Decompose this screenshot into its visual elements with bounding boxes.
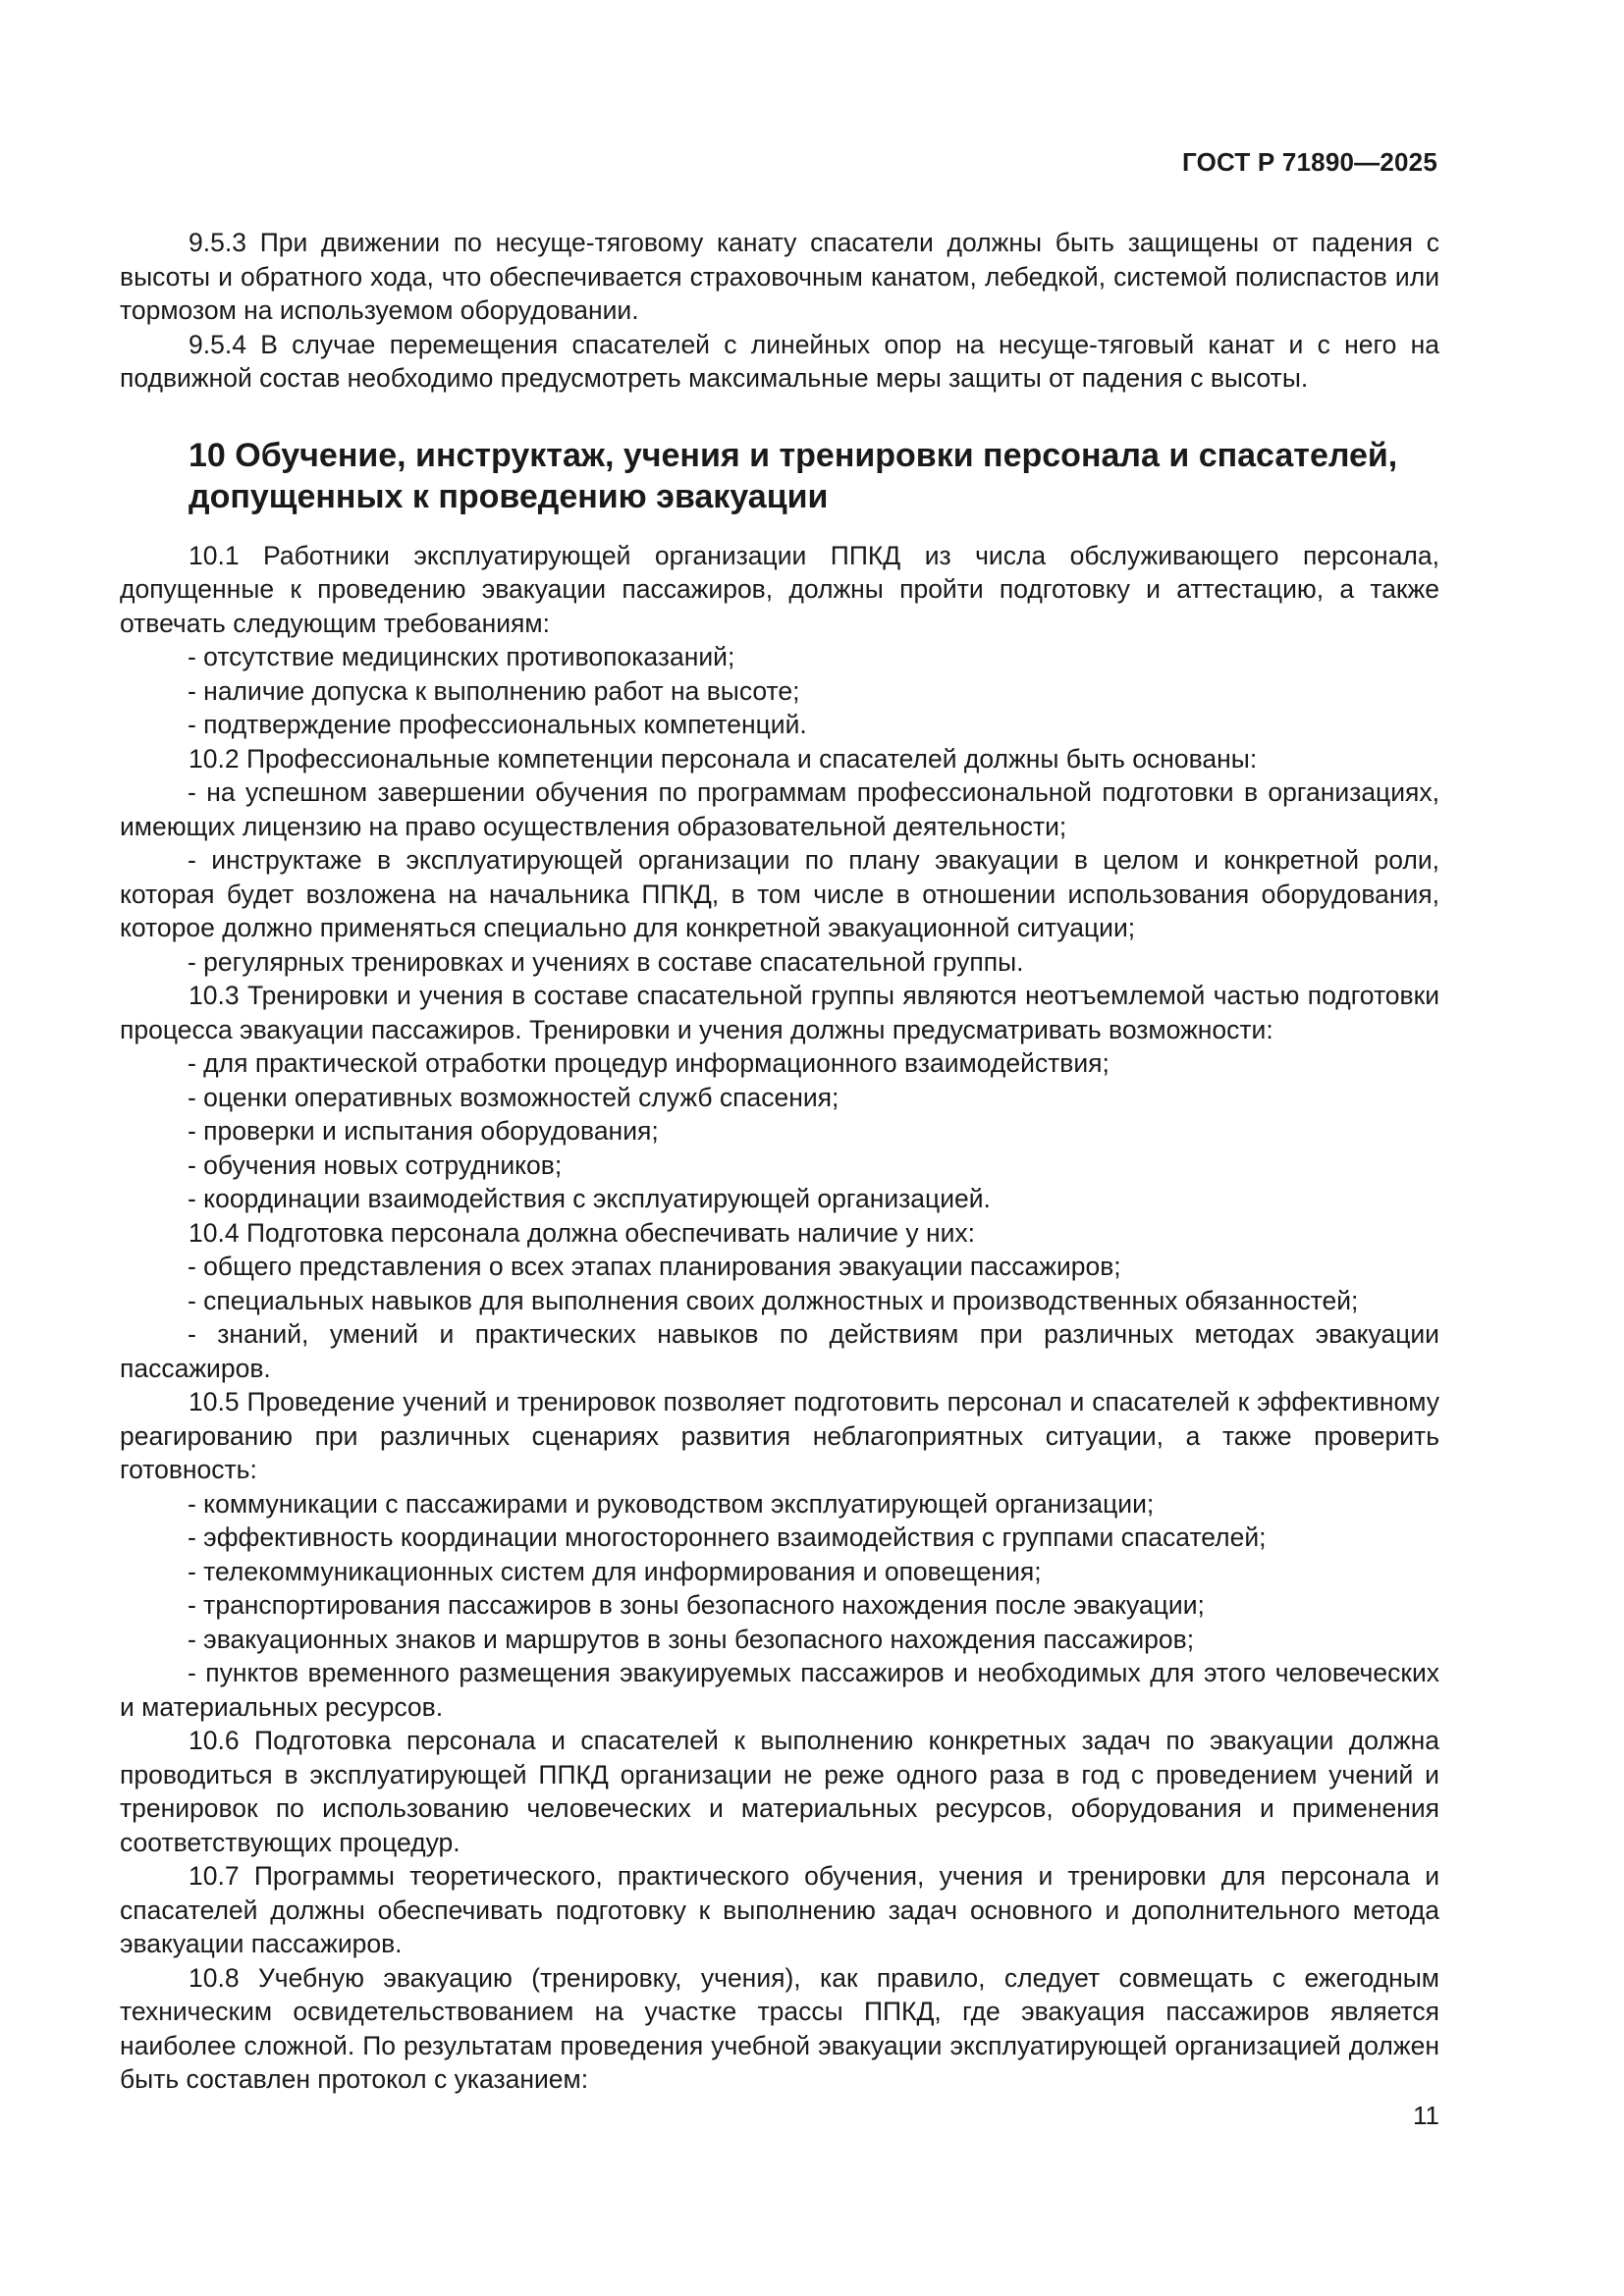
- document-standard-id: ГОСТ Р 71890—2025: [1182, 147, 1437, 177]
- list-item: - на успешном завершении обучения по программам профессиональной подготовки в организациях, имеющих лицензию на право осуществления образовательной деятельности;: [120, 777, 1439, 841]
- page-number: 11: [1413, 2101, 1439, 2130]
- section-title: 10 Обучение, инструктаж, учения и тренировки персонала и спасателей, допущенных к проведению эвакуации: [189, 436, 1398, 515]
- list-item: - общего представления о всех этапах планирования эвакуации пассажиров;: [188, 1252, 1121, 1281]
- list-item: - подтверждение профессиональных компетенций.: [188, 710, 807, 739]
- list-item: - транспортирования пассажиров в зоны безопасного нахождения после эвакуации;: [188, 1590, 1205, 1620]
- paragraph-10-4: 10.4 Подготовка персонала должна обеспечивать наличие у них:: [189, 1217, 976, 1248]
- list-item: - оценки оперативных возможностей служб спасения;: [188, 1082, 839, 1112]
- list-item: - обучения новых сотрудников;: [188, 1149, 563, 1180]
- list-item: - пунктов временного размещения эвакуируемых пассажиров и необходимых для этого человеческих и материальных ресурсов.: [120, 1658, 1439, 1722]
- paragraph-10-3: 10.3 Тренировки и учения в составе спасательной группы являются неотъемлемой частью подготовки процесса эвакуации пассажиров. Тренировки и учения должны предусматривать возможности:: [120, 981, 1439, 1044]
- list-item: - эвакуационных знаков и маршрутов в зоны безопасного нахождения пассажиров;: [188, 1624, 1195, 1654]
- list-item: - отсутствие медицинских противопоказаний;: [188, 642, 735, 671]
- paragraph-10-2: 10.2 Профессиональные компетенции персонала и спасателей должны быть основаны:: [189, 743, 1258, 774]
- paragraph-10-1: 10.1 Работники эксплуатирующей организации ППКД из числа обслуживающего персонала, допущенные к проведению эвакуации пассажиров, должны пройти подготовку и аттестацию, а также отвечать следующим требованиям:: [120, 540, 1439, 638]
- list-item: - наличие допуска к выполнению работ на высоте;: [188, 675, 800, 706]
- document-body: [120, 226, 1439, 2097]
- paragraph-9-5-3: 9.5.3 При движении по несуще-тяговому канату спасатели должны быть защищены от падения с высоты и обратного хода, что обеспечивается страховочным канатом, лебедкой, системой полиспастов или тормозом на используемом оборудовании.: [120, 228, 1439, 325]
- list-item: - инструктаже в эксплуатирующей организации по плану эвакуации в целом и конкретной роли, которая будет возложена на начальника ППКД, в том числе в отношении использования оборудования, которое должно применяться специально для конкретной эвакуационной ситуации;: [120, 845, 1439, 942]
- paragraph-10-7: 10.7 Программы теоретического, практического обучения, учения и тренировки для персонала и спасателей должны обеспечивать подготовку к выполнению задач основного и дополнительного метода эвакуации пассажиров.: [120, 1861, 1439, 1958]
- list-item: - координации взаимодействия с эксплуатирующей организацией.: [188, 1184, 991, 1213]
- list-item: - для практической отработки процедур информационного взаимодействия;: [188, 1048, 1110, 1078]
- list-item: - проверки и испытания оборудования;: [188, 1116, 659, 1146]
- paragraph-10-6: 10.6 Подготовка персонала и спасателей к выполнению конкретных задач по эвакуации должна проводиться в эксплуатирующей ППКД организации не реже одного раза в год с проведением учений и тренировок по использованию человеческих и материальных ресурсов, оборудования и применения соответствующих процедур.: [120, 1726, 1439, 1857]
- list-item: - регулярных тренировках и учениях в составе спасательной группы.: [188, 946, 1024, 977]
- list-item: - телекоммуникационных систем для информирования и оповещения;: [188, 1556, 1042, 1586]
- paragraph-10-8: 10.8 Учебную эвакуацию (тренировку, учения), как правило, следует совмещать с ежегодным техническим освидетельствованием на участке трассы ППКД, где эвакуация пассажиров является наиболее сложной. По результатам проведения учебной эвакуации эксплуатирующей организацией должен быть составлен протокол с указанием:: [120, 1962, 1439, 2094]
- paragraph-9-5-4: 9.5.4 В случае перемещения спасателей с линейных опор на несуще-тяговый канат и с него на подвижной состав необходимо предусмотреть максимальные меры защиты от падения с высоты.: [120, 329, 1439, 393]
- paragraph-10-5: 10.5 Проведение учений и тренировок позволяет подготовить персонал и спасателей к эффективному реагированию при различных сценариях развития неблагоприятных ситуации, а также проверить готовность:: [120, 1387, 1439, 1484]
- list-item: - знаний, умений и практических навыков по действиям при различных методах эвакуации пассажиров.: [120, 1319, 1439, 1383]
- list-item: - эффективность координации многостороннего взаимодействия с группами спасателей;: [188, 1522, 1267, 1552]
- list-item: - специальных навыков для выполнения своих должностных и производственных обязанностей;: [188, 1285, 1359, 1315]
- list-item: - коммуникации с пассажирами и руководством эксплуатирующей организации;: [188, 1488, 1155, 1519]
